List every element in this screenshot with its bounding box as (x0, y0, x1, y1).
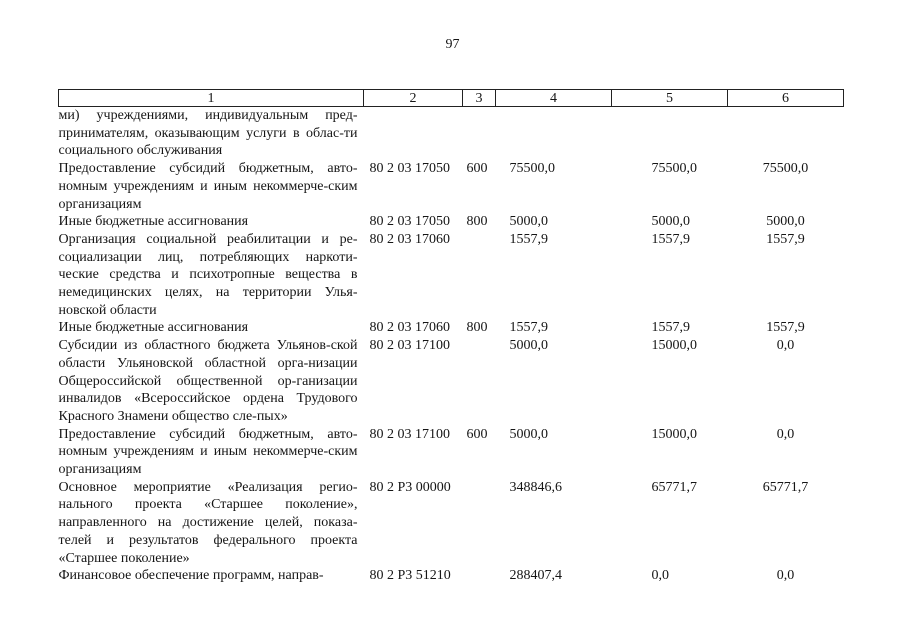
table-row (59, 426, 844, 479)
column-header: 2 (364, 90, 463, 107)
row-code: 80 2 Р3 00000 (369, 479, 451, 495)
table-header-row (59, 90, 844, 107)
row-value-6: 0,0 (776, 338, 795, 354)
row-type (463, 479, 496, 568)
row-value-6: 0,0 (776, 568, 795, 584)
row-code: 80 2 03 17050 (369, 161, 450, 177)
row-value-5: 0,0 (651, 568, 669, 584)
row-name: Иные бюджетные ассигнования (58, 214, 249, 230)
budget-table (58, 89, 844, 585)
table-row (59, 160, 844, 213)
row-value-6: 1557,9 (766, 320, 805, 336)
row-name: Субсидии из областного бюджета Ульянов-ской области Ульяновской областной орга-низации Общероссийской общественной ор-ганизации инвалидов «Всероссийское ордена Трудового Красного Знамени общество сле-пых» (58, 338, 358, 424)
row-code: 80 2 03 17060 (369, 231, 450, 247)
row-name: Основное мероприятие «Реализация регио-нального проекта «Старшее поколение», направленного на достижение целей, показа-телей и результатов федерального проекта «Старшее поколение» (58, 479, 358, 566)
row-type (463, 567, 496, 585)
row-code: 80 2 Р3 51210 (369, 568, 451, 584)
row-value-5: 65771,7 (651, 479, 697, 495)
row-name: Организация социальной реабилитации и ре-социализации лиц, потребляющих наркоти-ческие средства и психотропные вещества в немедицинских целях, на территории Улья-новской области (58, 231, 358, 318)
row-name: Предоставление субсидий бюджетным, авто-номным учреждениям и иным некоммерче-ским организациям (58, 426, 358, 478)
row-value-6 (728, 107, 844, 161)
row-value-4: 5000,0 (509, 338, 548, 354)
row-value-6: 1557,9 (766, 231, 805, 247)
row-value-6: 0,0 (776, 426, 795, 442)
column-header: 3 (463, 90, 496, 107)
column-header: 5 (612, 90, 728, 107)
row-value-5: 1557,9 (651, 231, 690, 247)
row-value-4: 1557,9 (509, 320, 548, 336)
row-type (463, 337, 496, 426)
row-type: 600 (466, 161, 488, 177)
row-code: 80 2 03 17060 (369, 320, 450, 336)
row-value-6: 5000,0 (766, 214, 805, 230)
page-number: 97 (445, 37, 460, 52)
row-name: ми) учреждениями, индивидуальным пред-принимателям, оказывающим услуги в облас-ти социального обслуживания (58, 108, 358, 159)
row-value-4: 288407,4 (509, 568, 562, 584)
row-value-4: 5000,0 (509, 214, 548, 230)
row-type: 800 (466, 214, 488, 230)
table-row (59, 479, 844, 568)
row-type (463, 107, 496, 161)
table-row (59, 319, 844, 337)
column-header: 6 (728, 90, 844, 107)
row-code: 80 2 03 17100 (369, 338, 450, 354)
row-value-4: 1557,9 (509, 231, 548, 247)
row-value-5: 15000,0 (651, 338, 697, 354)
row-value-4: 348846,6 (509, 479, 562, 495)
row-code: 80 2 03 17050 (369, 214, 450, 230)
row-value-5: 15000,0 (651, 426, 697, 442)
row-value-4: 5000,0 (509, 426, 548, 442)
column-header: 4 (496, 90, 612, 107)
table-row (59, 337, 844, 426)
row-value-6: 65771,7 (762, 479, 809, 495)
column-header: 1 (59, 90, 364, 107)
row-name: Предоставление субсидий бюджетным, авто-номным учреждениям и иным некоммерче-ским организациям (58, 161, 358, 212)
table-row (59, 231, 844, 320)
row-type: 800 (466, 320, 488, 336)
table-row (59, 107, 844, 161)
table-row (59, 213, 844, 231)
row-value-5: 75500,0 (651, 161, 697, 177)
row-value-6: 75500,0 (762, 161, 809, 177)
row-type: 600 (466, 426, 488, 442)
row-value-5: 1557,9 (651, 320, 690, 336)
row-code (364, 107, 463, 161)
table-row (59, 567, 844, 585)
row-name: Иные бюджетные ассигнования (58, 320, 249, 336)
row-value-5: 5000,0 (651, 214, 690, 230)
row-name: Финансовое обеспечение программ, направ- (58, 568, 324, 584)
row-code: 80 2 03 17100 (369, 426, 450, 442)
row-value-4: 75500,0 (509, 161, 555, 177)
row-type (463, 231, 496, 320)
row-value-5 (612, 107, 728, 161)
row-value-4 (496, 107, 612, 161)
